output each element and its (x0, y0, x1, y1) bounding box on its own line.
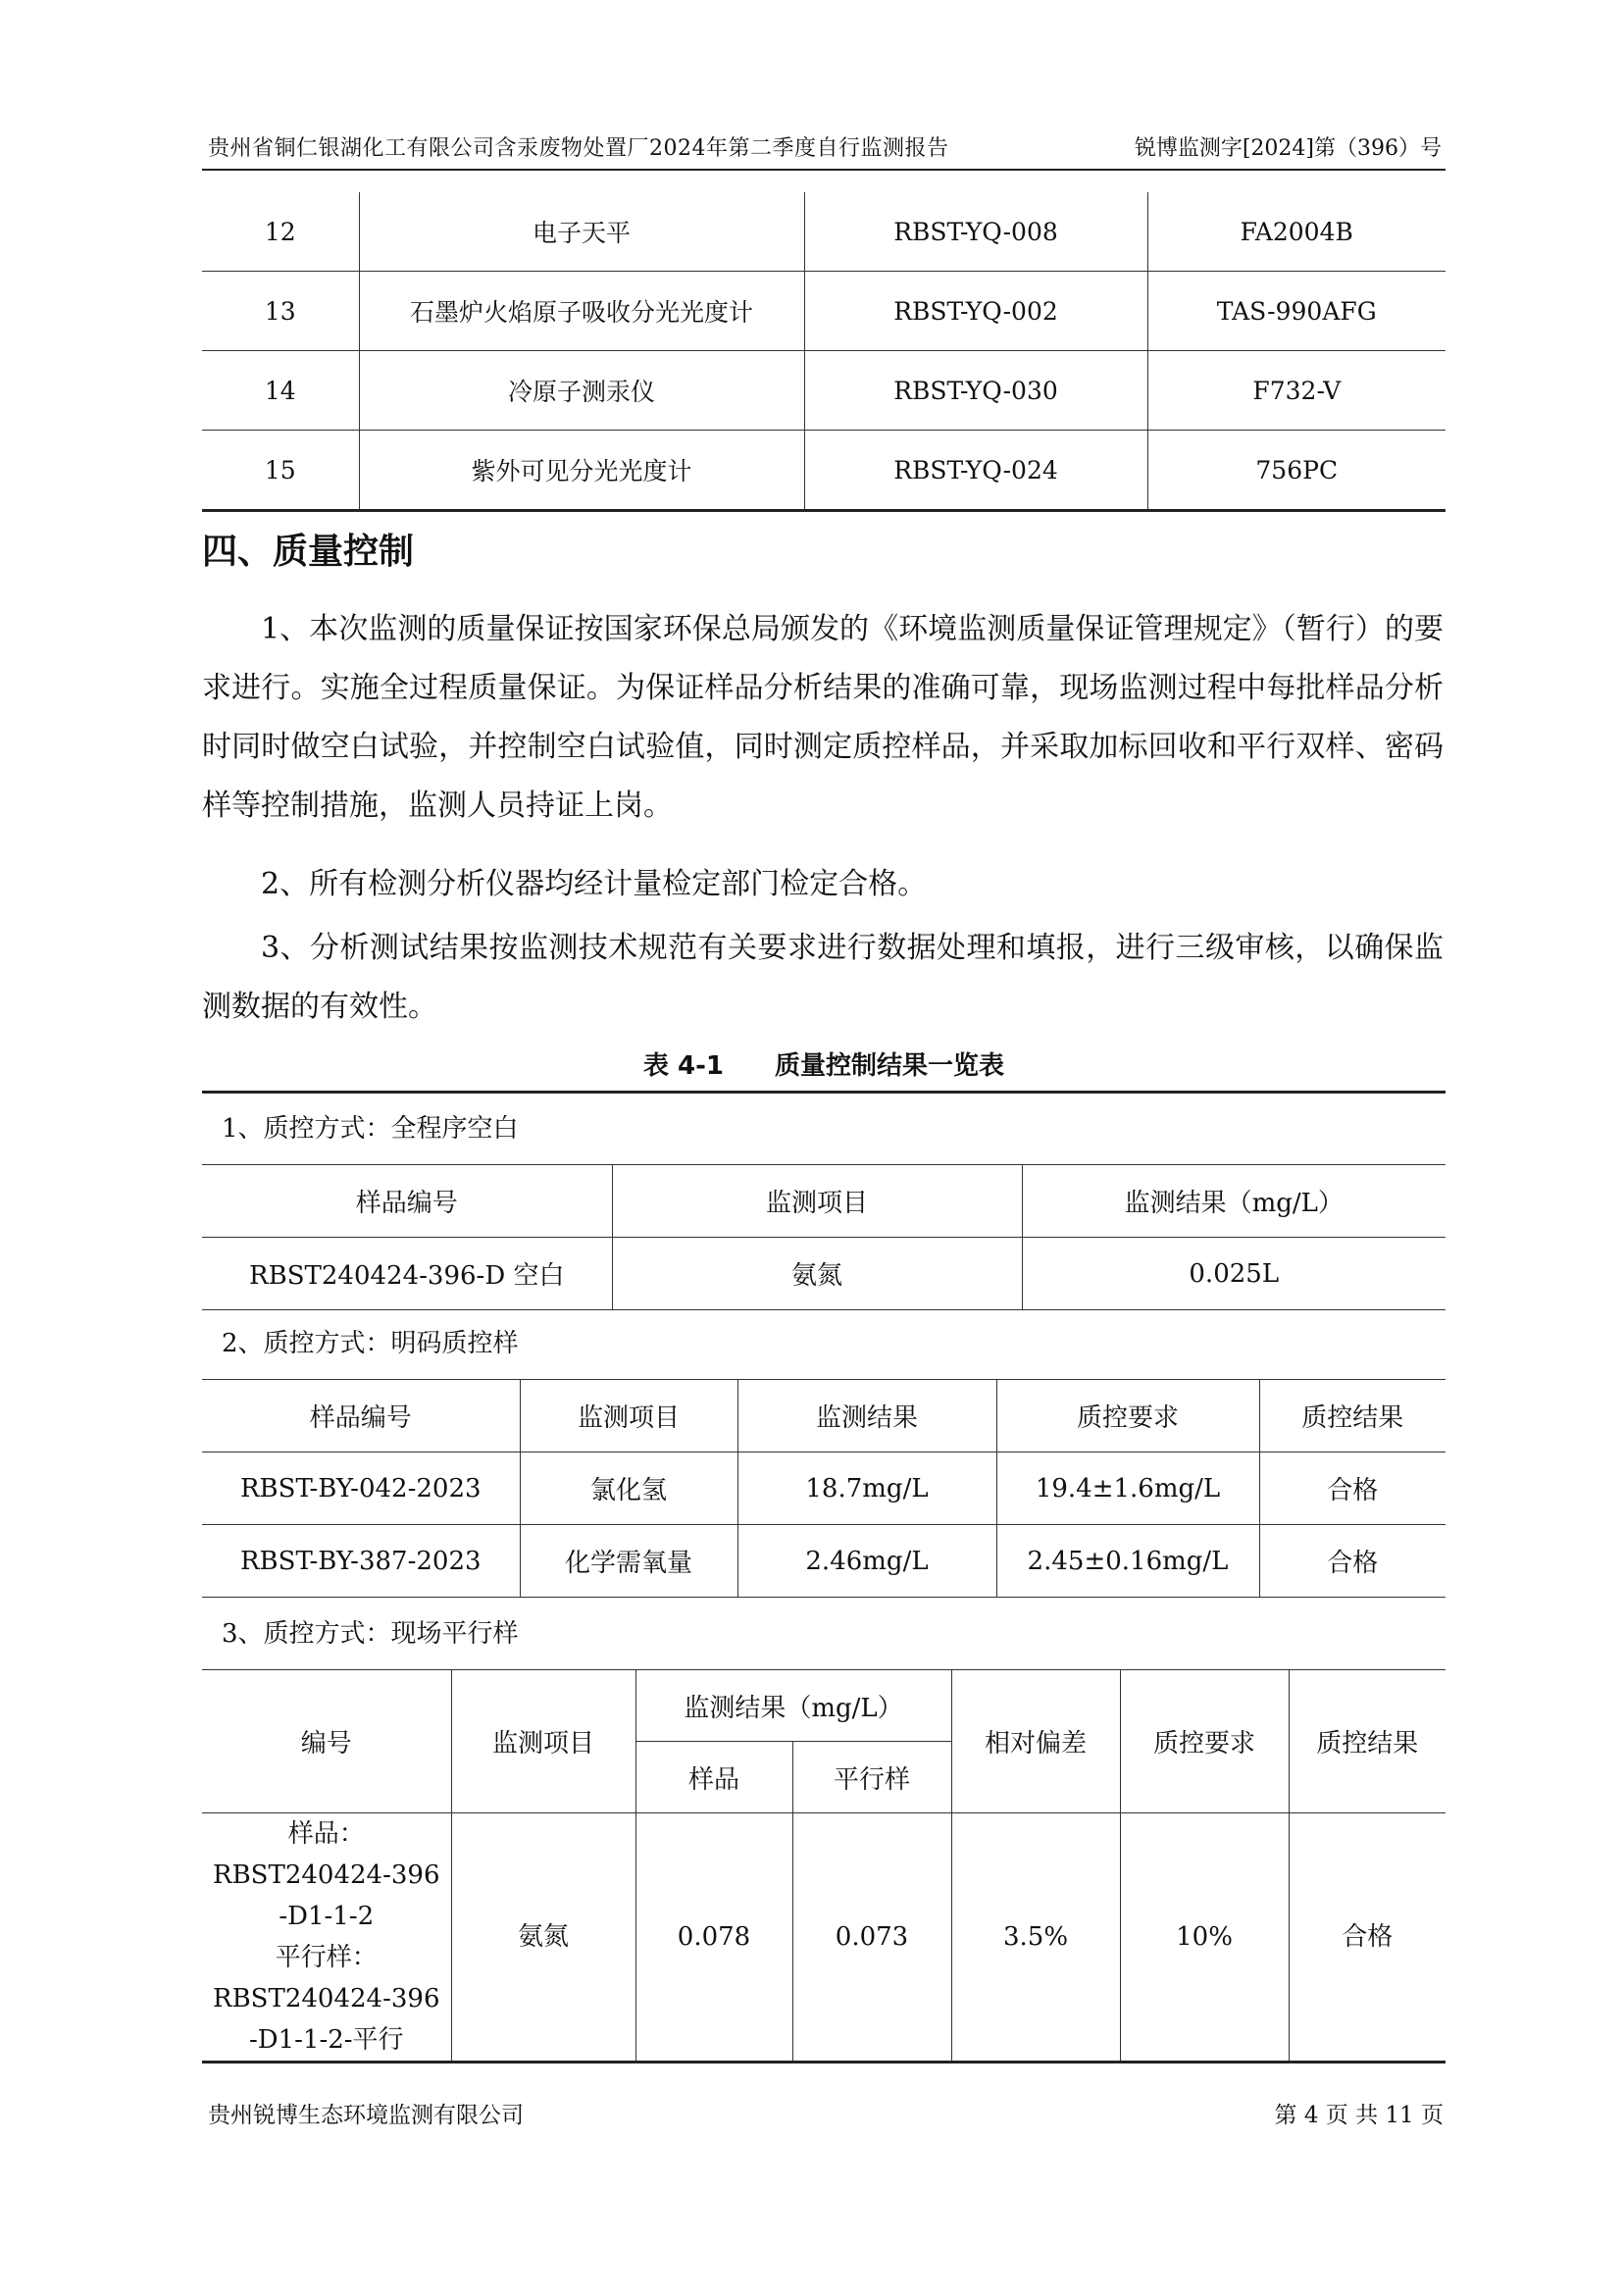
sample-id: RBST-BY-387-2023 (202, 1525, 520, 1598)
qc-method-label: 1、质控方式：全程序空白 (222, 1114, 519, 1144)
monitoring-item: 氨氮 (612, 1238, 1022, 1310)
table-row (202, 1452, 1446, 1525)
equipment-code: RBST-YQ-030 (804, 351, 1147, 431)
column-header: 样品 (635, 1742, 792, 1813)
report-number: 锐博监测字[2024]第（396）号 (1134, 136, 1442, 161)
qc-requirement: 2.45±0.16mg/L (996, 1525, 1259, 1598)
qc-parallel-table (202, 1669, 1446, 2064)
table-header-row (202, 1670, 1446, 1742)
sample-id-line: -D1-1-2 (279, 1902, 375, 1931)
relative-deviation: 3.5% (951, 1813, 1120, 2063)
page-header (202, 131, 1446, 171)
equipment-model: F732-V (1147, 351, 1446, 431)
table-row (202, 192, 1446, 272)
sample-id: RBST240424-396-D 空白 (202, 1238, 612, 1310)
qc-blank-section (202, 1091, 1446, 1310)
qc-verdict: 合格 (1259, 1525, 1446, 1598)
table-row (202, 351, 1446, 431)
equipment-model: FA2004B (1147, 192, 1446, 272)
table-row (202, 1238, 1446, 1310)
equipment-code: RBST-YQ-024 (804, 431, 1147, 511)
column-header: 监测项目 (451, 1670, 635, 1813)
column-header: 监测项目 (612, 1165, 1022, 1238)
column-header: 样品编号 (202, 1165, 612, 1238)
equipment-code: RBST-YQ-002 (804, 272, 1147, 351)
equipment-model: TAS-990AFG (1147, 272, 1446, 351)
table-row (202, 1813, 1446, 2063)
column-header: 监测结果（mg/L） (1022, 1165, 1446, 1238)
qc-requirement: 10% (1120, 1813, 1289, 2063)
sample-id: RBST-BY-042-2023 (202, 1452, 520, 1525)
column-header: 监测结果（mg/L） (635, 1670, 951, 1742)
sample-id-line: 样品： (287, 1819, 365, 1849)
column-header: 质控结果 (1259, 1380, 1446, 1452)
column-header: 样品编号 (202, 1380, 520, 1452)
table-header-row (202, 1165, 1446, 1238)
table-header-row (202, 1380, 1446, 1452)
sample-id-cell (202, 1813, 451, 2063)
sample-id-line: RBST240424-396 (213, 1984, 440, 2013)
equipment-model: 756PC (1147, 431, 1446, 511)
equipment-code: RBST-YQ-008 (804, 192, 1147, 272)
column-header: 监测结果 (737, 1380, 996, 1452)
table-row (202, 272, 1446, 351)
column-header: 质控要求 (1120, 1670, 1289, 1813)
paragraph-quality-assurance: 1、本次监测的质量保证按国家环保总局颁发的《环境监测质量保证管理规定》（暂行）的要求进行。实施全过程质量保证。为保证样品分析结果的准确可靠，现场监测过程中每批样品分析时同时做空白试验，并控制空白试验值，同时测定质控样品，并采取加标回收和平行双样、密码样等控制措施，监测人员持证上岗。 (202, 612, 1444, 823)
column-header: 编号 (202, 1670, 451, 1813)
qc-blank-table (202, 1164, 1446, 1310)
paragraph-instrument-calibration: 2、所有检测分析仪器均经计量检定部门检定合格。 (261, 867, 928, 901)
equipment-no: 13 (202, 272, 359, 351)
equipment-name: 冷原子测汞仪 (359, 351, 804, 431)
column-header: 监测项目 (520, 1380, 737, 1452)
sample-id-line: RBST240424-396 (213, 1860, 440, 1890)
equipment-name: 电子天平 (359, 192, 804, 272)
column-header: 平行样 (792, 1742, 951, 1813)
monitoring-result: 0.025L (1022, 1238, 1446, 1310)
monitoring-result: 18.7mg/L (737, 1452, 996, 1525)
table-row (202, 431, 1446, 511)
qc-parallel-section (202, 1599, 1446, 2064)
qc-known-sample-table (202, 1379, 1446, 1598)
qc-verdict: 合格 (1289, 1813, 1446, 2063)
equipment-name: 石墨炉火焰原子吸收分光光度计 (359, 272, 804, 351)
company-name: 贵州锐博生态环境监测有限公司 (208, 2103, 524, 2128)
qc-known-sample-section (202, 1308, 1446, 1598)
table-caption: 表 4-1 质量控制结果一览表 (642, 1051, 1005, 1081)
equipment-no: 12 (202, 192, 359, 272)
sample-result: 0.078 (635, 1813, 792, 2063)
qc-verdict: 合格 (1259, 1452, 1446, 1525)
section-title: 四、质量控制 (202, 532, 415, 572)
equipment-no: 14 (202, 351, 359, 431)
qc-method-label: 3、质控方式：现场平行样 (222, 1619, 519, 1649)
monitoring-item: 化学需氧量 (520, 1525, 737, 1598)
table-row (202, 1525, 1446, 1598)
page-number: 第 4 页 共 11 页 (1274, 2103, 1444, 2128)
qc-requirement: 19.4±1.6mg/L (996, 1452, 1259, 1525)
monitoring-item: 氨氮 (451, 1813, 635, 2063)
column-header: 质控结果 (1289, 1670, 1446, 1813)
sample-id-line: 平行样： (275, 1943, 378, 1972)
column-header: 质控要求 (996, 1380, 1259, 1452)
paragraph-data-review: 3、分析测试结果按监测技术规范有关要求进行数据处理和填报，进行三级审核，以确保监测数据的有效性。 (202, 931, 1444, 1024)
column-header: 相对偏差 (951, 1670, 1120, 1813)
monitoring-item: 氯化氢 (520, 1452, 737, 1525)
equipment-name: 紫外可见分光光度计 (359, 431, 804, 511)
report-title: 贵州省铜仁银湖化工有限公司含汞废物处置厂2024年第二季度自行监测报告 (208, 136, 949, 161)
parallel-result: 0.073 (792, 1813, 951, 2063)
sample-id-line: -D1-1-2-平行 (248, 2025, 404, 2055)
monitoring-result: 2.46mg/L (737, 1525, 996, 1598)
qc-method-label: 2、质控方式：明码质控样 (222, 1329, 519, 1358)
equipment-no: 15 (202, 431, 359, 511)
equipment-table (202, 192, 1446, 512)
